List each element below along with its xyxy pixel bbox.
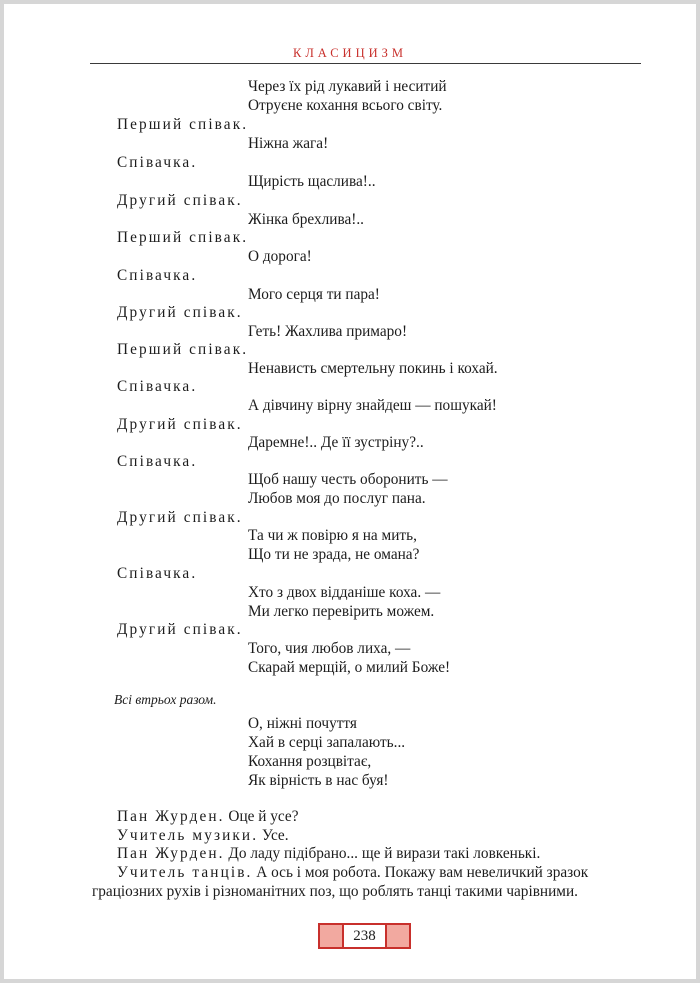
- verse-line: Даремне!.. Де її зустріну?..: [248, 434, 424, 451]
- stage-direction: Всі втрьох разом.: [114, 692, 217, 707]
- verse-line: Хай в серці запалають...: [248, 734, 406, 751]
- prose-text: А ось і моя робота. Покажу вам невеличкий зразок: [252, 864, 589, 881]
- verse-line: Кохання розцвітає,: [248, 753, 372, 770]
- verse-line: О, ніжні почуття: [248, 715, 357, 732]
- verse-line: Через їх рід лукавий і неситий: [248, 78, 447, 95]
- prose-line: [117, 863, 588, 882]
- verse-line: Щирість щаслива!..: [248, 173, 376, 190]
- page-number-block: [318, 923, 411, 949]
- speaker-female-singer: Співачка.: [117, 267, 198, 284]
- verse-line: Отруєне кохання всього світу.: [248, 97, 443, 114]
- prose-speaker: Учитель танців.: [117, 864, 253, 881]
- verse-line: Ненависть смертельну покинь і кохай.: [248, 360, 498, 377]
- verse-line: А дівчину вірну знайдеш — пошукай!: [248, 397, 497, 414]
- prose-line: [117, 844, 540, 863]
- speaker-first-singer: Перший співак.: [117, 229, 249, 246]
- prose-speaker: Пан Журден.: [117, 845, 225, 862]
- prose-speaker: Пан Журден.: [117, 808, 225, 825]
- verse-line: Як вірність в нас буя!: [248, 772, 389, 789]
- speaker-second-singer: Другий співак.: [117, 509, 243, 526]
- speaker-female-singer: Співачка.: [117, 378, 198, 395]
- prose-line: [117, 826, 289, 845]
- prose-line: [117, 807, 298, 826]
- speaker-female-singer: Співачка.: [117, 565, 198, 582]
- verse-line: Та чи ж повірю я на мить,: [248, 527, 417, 544]
- book-page: [4, 4, 696, 979]
- speaker-second-singer: Другий співак.: [117, 621, 243, 638]
- verse-line: О дорога!: [248, 248, 312, 265]
- verse-line: Ми легко перевірить можем.: [248, 603, 435, 620]
- running-header: КЛАСИЦИЗМ: [292, 46, 407, 60]
- speaker-second-singer: Другий співак.: [117, 192, 243, 209]
- verse-line: Скарай мерщій, о милий Боже!: [248, 659, 451, 676]
- speaker-female-singer: Співачка.: [117, 453, 198, 470]
- page-number: 238: [344, 923, 385, 949]
- prose-text: Усе.: [258, 827, 289, 844]
- verse-line: Того, чия любов лиха, —: [248, 640, 411, 657]
- page-number-ornament-left: [318, 923, 344, 949]
- verse-line: Жінка брехлива!..: [248, 211, 364, 228]
- header-rule: [90, 63, 641, 64]
- prose-continuation: граціозних рухів і різноманітних поз, що роблять танці такими чарівними.: [92, 883, 578, 900]
- verse-line: Що ти не зрада, не омана?: [248, 546, 420, 563]
- verse-line: Геть! Жахлива примаро!: [248, 323, 408, 340]
- prose-text: Оце й усе?: [224, 808, 299, 825]
- verse-line: Ніжна жага!: [248, 135, 329, 152]
- speaker-second-singer: Другий співак.: [117, 304, 243, 321]
- speaker-second-singer: Другий співак.: [117, 416, 243, 433]
- prose-text: До ладу підібрано... ще й вирази такі ловкенькі.: [224, 845, 541, 862]
- verse-line: Щоб нашу честь оборонить —: [248, 471, 448, 488]
- speaker-female-singer: Співачка.: [117, 154, 198, 171]
- speaker-first-singer: Перший співак.: [117, 116, 249, 133]
- page-number-ornament-right: [385, 923, 411, 949]
- verse-line: Любов моя до послуг пана.: [248, 490, 426, 507]
- verse-line: Хто з двох відданіше коха. —: [248, 584, 441, 601]
- prose-speaker: Учитель музики.: [117, 827, 259, 844]
- speaker-first-singer: Перший співак.: [117, 341, 249, 358]
- verse-line: Мого серця ти пара!: [248, 286, 380, 303]
